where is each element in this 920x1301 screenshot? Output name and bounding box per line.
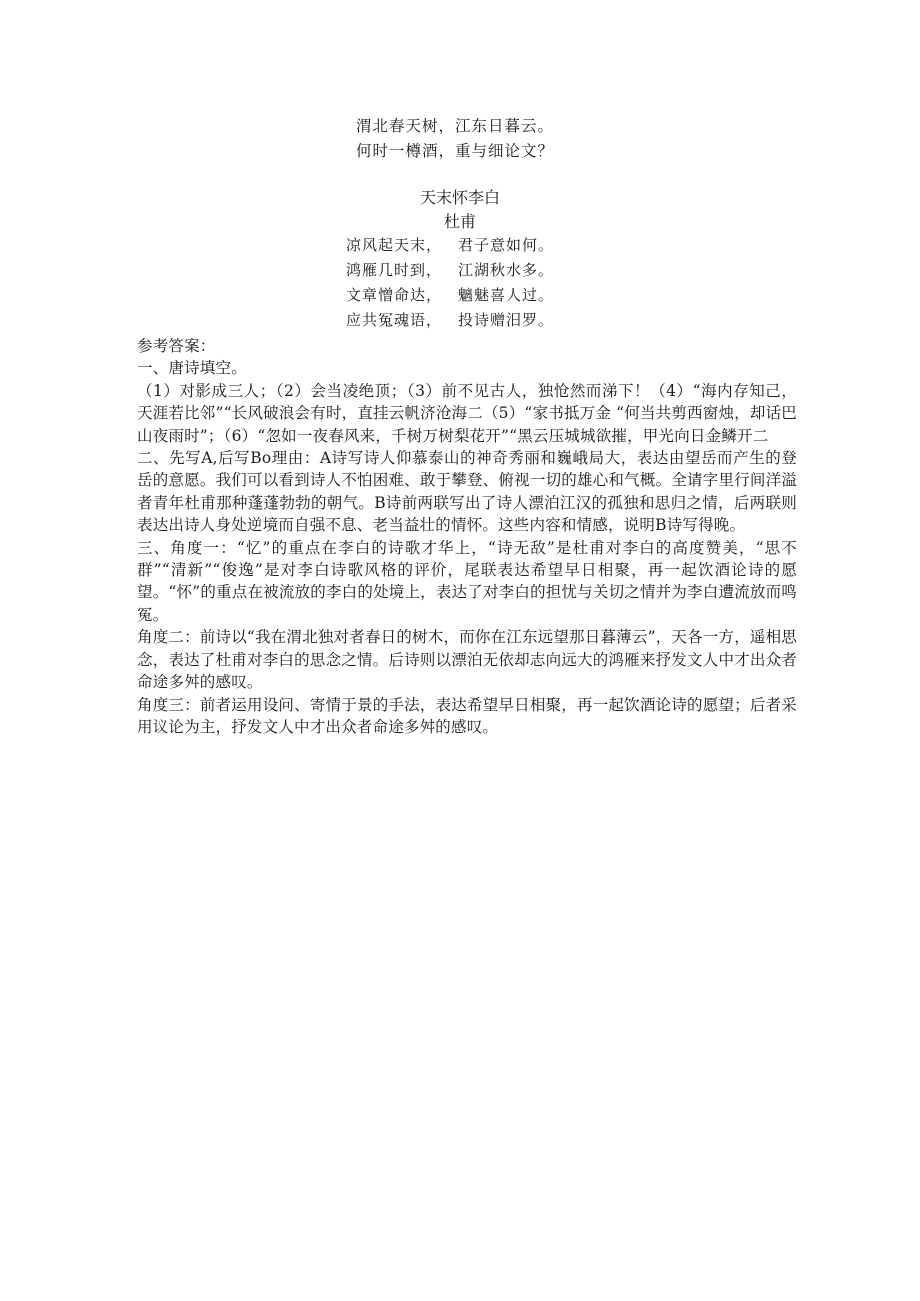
poem-line-first-half: 鸿雁几时到， (346, 261, 443, 279)
angle2-body: 角度二：前诗以“我在渭北独对者春日的树木，而你在江东远望那日暮薄云”，天各一方，遥相思念，表达了杜甫对李白的思念之情。后诗则以漂泊无依却志向远大的鸿雁来抒发文人中才出众者命途多舛的感叹。 (137, 628, 797, 692)
poem-line (346, 308, 586, 333)
section1-body: （1）对影成三人；（2）会当凌绝顶；（3）前不见古人，独怆然而涕下！（4）“海内存知己，天涯若比邻”“长风破浪会有时，直挂云帆济沧海二（5）“家书抵万金 “何当共剪西窗烛，却话巴山夜雨时”；（6）“忽如一夜春风来，千树万树梨花开”“黑云压城城欲摧，甲光向日金鳞开二 (137, 381, 797, 445)
answer-section (137, 335, 797, 738)
poem-author: 杜甫 (443, 212, 476, 231)
poem-line (346, 258, 586, 283)
poem-line (346, 233, 586, 258)
angle3-body: 角度三：前者运用设问、寄情于景的手法，表达希望早日相聚，再一起饮酒论诗的愿望；后者采用议论为主，抒发文人中才出众者命途多舛的感叹。 (137, 695, 797, 736)
section2-body: 二、先写A,后写Bo理由：A诗写诗人仰慕泰山的神奇秀丽和巍峨局大，表达由望岳而产生的登岳的意愿。我们可以看到诗人不怕困难、敢于攀登、俯视一切的雄心和气概。全请字里行间洋溢者青年杜甫那种蓬蓬勃勃的朝气。B诗前两联写出了诗人漂泊江汉的孤独和思归之情，后两联则表达出诗人身处逆境而自强不息、老当益壮的情怀。这些内容和情感，说明B诗写得晚。 (137, 449, 797, 535)
poem-lines (346, 233, 586, 333)
poem-line-second-half: 投诗赠汨罗。 (458, 311, 555, 329)
poem-title: 天末怀李白 (419, 188, 500, 207)
poem-line-first-half: 应共冤魂语， (346, 311, 443, 329)
poem-line-second-half: 江湖秋水多。 (458, 261, 555, 279)
poem-line-first-half: 凉风起天末， (346, 236, 443, 254)
poem-line-second-half: 君子意如何。 (458, 236, 555, 254)
poem-line (346, 283, 586, 308)
answers-heading: 参考答案： (137, 337, 216, 355)
poem-tail (356, 114, 616, 164)
poem-line-first-half: 文章憎命达， (346, 286, 443, 304)
poem-tail-line-1: 渭北春天树，江东日暮云。 (356, 117, 555, 135)
section1-title: 一、唐诗填空。 (137, 359, 247, 378)
section3-body: 三、角度一：“忆”的重点在李白的诗歌才华上，“诗无敌”是杜甫对李白的高度赞美，“思不群”“清新”“俊逸”是对李白诗歌风格的评价，尾联表达希望早日相聚，再一起饮酒论诗的愿望。“怀”的重点在被流放的李白的处境上，表达了对李白的担忧与关切之情并为李白遭流放而鸣冤。 (137, 538, 797, 624)
poem-line-second-half: 魑魅喜人过。 (458, 286, 555, 304)
poem-tail-line-2: 何时一樽酒，重与细论文？ (356, 142, 555, 160)
